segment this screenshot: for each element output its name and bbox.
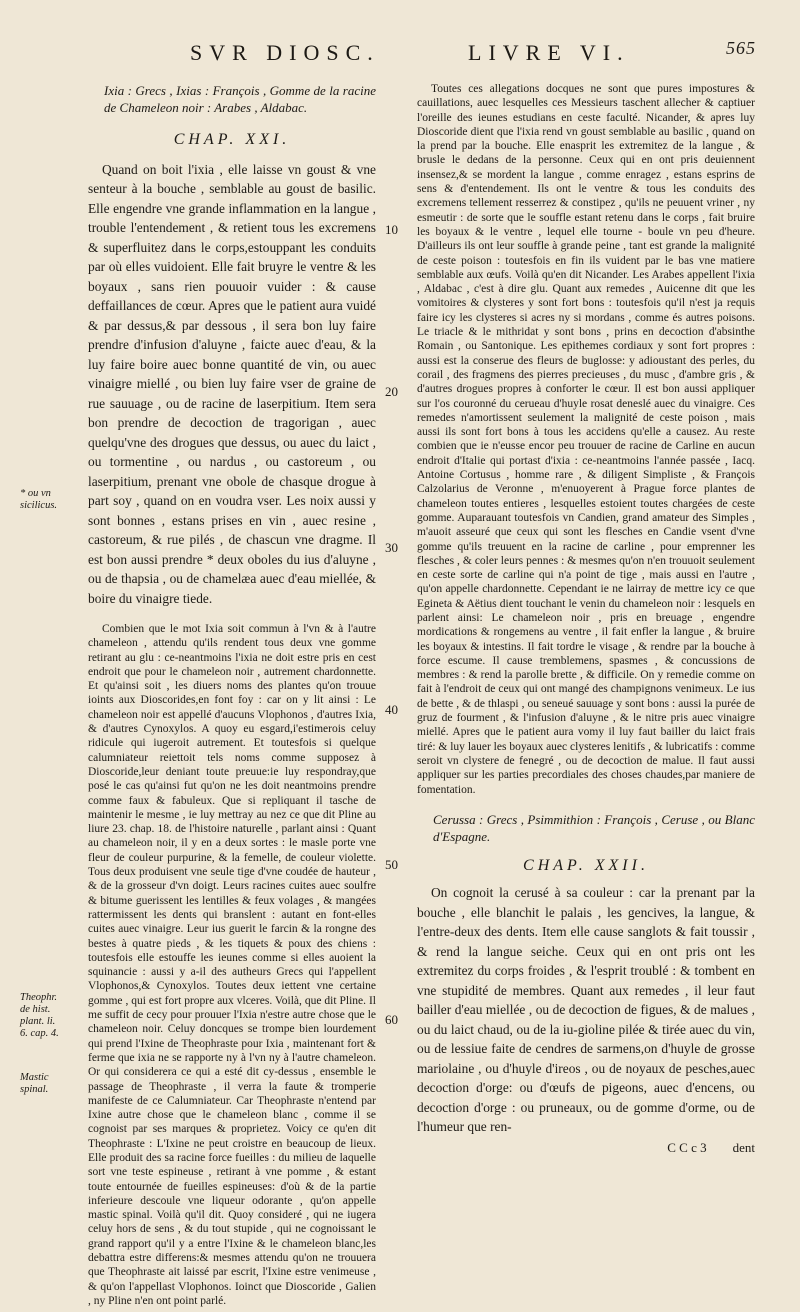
signature-and-catchword (417, 1141, 755, 1155)
catchword: dent (732, 1139, 755, 1155)
line-number-20: 20 (385, 384, 398, 399)
right-column (417, 82, 755, 1159)
commentary-ixia-continued: Toutes ces allegations docques ne sont que pures impostures & cauillations, auec lesquelles ces Messieurs taschent allecher & captiuer l'oreille des ieunes estudians en ceste faculté. Nicander, & apres luy Dioscoride dient que l'ixia rend vn goust semblable au basilic , quand on la prend par la bouche. Elle enasprit les extremitez de la langue , & brusle le dedans de la personne. Ceux qui en ont pris deuiennent insensez,& se mordent la langue , comme enragez , estans esprins de sens & d'entendement. Ils ont le ventre & tous les conduits des excremens tellement resserrez & constipez , qu'ils ne peuuent vriner , ny esmeutir : de sorte que le souffle estant retenu dans le corps , fait bruire les boyaux & le ventre , lequel elle tourne - boule vn peu d'heure. D'ailleurs ils ont leur souffle à grande peine , tant est grande la malignité de ceste poison : toutesfois en fin ils vuident par le bas vne matiere semblable aux œufs. Voilà qu'en dit Nicander. Les Arabes appellent l'ixia , Aldabac , c'est à dire glu. Quant aux remedes , Auicenne dit que les vomitoires & clysteres y sont fort bons : toutesfois qu'il n'est ja requis faire icy les clysteres si acres ny si mordans , comme és autres poisons. Le triacle & le mithridat y sont bons , prins en decoction d'absinthe Romain , ou Santonique. Les epithemes cordiaux y sont fort propres : aussi est la conserue des fleurs de buglosse: y adioustant des perles, du corail , des fragmens des pierres precieuses , du musc , d'ambre gris , & d'autres drogues propres à conforter le cœur. Il est bon aussi appliquer sur l'os couronné du cerueau d'huyle rosat deneslé auec du vinaigre. Ces remedes n'amortissent seulement la malignité de ceste poison , mais aussi ils sont fort bons à tous les accidens qu'elle a causez. Au reste combien que ie n'eusse encor peu trouuer de racine de Carline en aucun endroit d'Italie qui portast d'ixia : ce-neantmoins l'année passée , Iacq. Antoine Cortusus , homme rare , & diligent Simpliste , & François Calzolarius de Veronne , m'enuoyerent à Prague force plantes de chameleon toutes entieres , lesquelles estoient toutes chargées de ceste gomme. Auparauant toutesfois vn Candien, grand amateur des Simples , m'auoit asseuré que ceux qui sont les flesches en Candie vsent d'vne gomme qu'ils treuuent en la racine de carline , pour emprenner les flesches , & coler leurs pennes : & mesmes qu'on n'en trouuoit seulement en ceste sorte de carline qui n'a point de tige , mais aussi en l'autre , qu'on appelle chardonnette. Cependant ie ne lairray de mettre icy ce que Egineta & Aëtius dient touchant le venin du chameleon noir : lesquels en parlent ainsi: Le chameleon noir , pris en breuage , engendre mordications & rongemens au ventre , il fait enfler la langue , & bruire les boyaux & intestins. Il fait tordre le visage , & rendre par la bouche à force escume. Il cause tremblemens, spasmes , & concussions de membres : & rend la parolle brette , & difficile. On y remedie comme on fait à l'endroit de ceux qui ont mangé des champignons venimeux. Le ius de bette , & de thlaspi , ou seneué sauuage y sont bons : aussi la purée de gruz de fourment , & l'infusion d'aluyne , & le nitre pris auec vinaigre miellé. Apres que le patient aura vomy il luy faut bailler du laict frais tiré: & luy lauer les boyaux auec clysteres lenitifs , & lubricatifs : comme seroit vn clystere de fenegré , ou de decoction de malue. Il faut aussi appliquer sur les parties precordiales des choses chaudes,par maniere de fomentation. (417, 83, 755, 796)
margin-note-theophrastus: Theophr. de hist. plant. li. 6. cap. 4. (20, 992, 59, 1039)
spacer (88, 612, 376, 622)
synonyms-ceruse: Cerussa : Grecs , Psimmithion : François , Ceruse , ou Blanc d'Espagne. (433, 811, 755, 844)
left-column (88, 82, 376, 1312)
chapter-heading-xxi: CHAP. XXI. (173, 131, 291, 148)
chapter-xxii-text: On cognoit la cerusé à sa couleur : car la prenant par la bouche , elle blanchit le palais , les gencives, la langue, & l'entre-deux des dents. Item elle cause sanglots & fait toussir , & rend la langue seiche. Ceux qui en ont pris ont les extremitez du corps froides , & l'esprit troublé : & tombent en vne stupidité de membres. Quant aux remedes , il leur faut bailler d'eau miellée , ou de decoction de figues, & de malues , ou du laict chaud, ou de la iu-gioline pilée & tirée auec du vin, ou de lessiue faite de cendres de sarmens,on d'huyle de grosse mariolaine , ou d'huyle d'ireos , ou de noyaux de pesches,auec decoction d'orge: ou d'œufs de pigeons, auec d'encens, ou decoction d'orge : ou pruneaux, ou de gomme d'orme, ou de l'humeur que ren- (417, 885, 755, 1135)
margin-note-sicilicus: * ou vn sicilicus. (20, 488, 58, 511)
chapter-xxi-text: Quand on boit l'ixia , elle laisse vn goust & vne senteur à la bouche , semblable au goust de basilic. Elle engendre vne grande inflammation en la langue , trouble l'entendement , & retient tous les excremens & superfluitez dans le corps,estouppant les conduits par où elles vuidoient. Elle fait bruyre le ventre & les boyaux , sans rien pouuoir vuider : & cause deffaillances de cœur. Apres que le patient aura vuidé & par dessus,& par dessous , il sera bon luy faire prendre d'infusion d'aluyne , faicte auec d'eau, & la luy faire boire auec bonne quantité de vin, ou auec vinaigre miellé , ou bien luy faire vser de graine de rue sauuage , ou de racine de laserpitium. Item sera bon prendre de decoction de tragorigan , auec quelqu'vne des drogues que dessus, ou auec du laict , ou tormentine , ou nardus , ou castoreum , ou laserpitium, prenant vne obole de chasque drogue à part soy , quand on en voudra vser. Les noix aussi y sont bonnes , estans prises en vin , auec resine , castoreum, & rue pilés , de chascun vne dragme. Il est bon aussi prendre * deux oboles du ius d'aluyne , ou de thapsia , ou de chamelæa auec d'eau miellée, & boire du vinaigre tiede. (88, 161, 376, 606)
commentary-xxi: Combien que le mot Ixia soit commun à l'vn & à l'autre chameleon , attendu qu'ils rendent tous deux vne gomme retirant au glu : ce-neantmoins l'ixia ne doit estre pris en cest endroit que pour le chameleon noir , autrement chardonnette. Et qu'ainsi soit , les diuers noms des plantes qu'on trouue ioints aux Dioscorides,en font foy : car on y lit ainsi : Le chameleon noir est appellé d'aucuns Vlophonos , d'autres Ixia, & d'autres Cynoxylos. A quoy eu esgard,i'estimerois celuy ridicule qui iugeroit autrement. Et toutesfois si quelque calumniateur reiettoit tels noms comme supposez à Dioscoride,leur deniant toute preuue:ie luy respondray,que posé le cas qu'ainsi fut qu'on ne les doit neantmoins prendre comme faux & fabuleux. Que si repliquant il tasche de maintenir le mesme , ie luy mettray au nez ce que dit Pline au liure 23. chap. 18. de l'histoire naturelle , parlant ainsi : Quant au chameleon noir, il y en a deux sortes : le masle porte vne fleur de couleur purpurine, & la femelle, de couleur violette. Tous deux produisent vne seule tige d'vne coudée de hauteur , & de la grosseur d'vn doigt. Leurs racines cuites auec soulfre & bitume guerissent les lentilles & feux volages , & mangées rattermissent les dents qui branslent : autant en font-elles cuites auec vinaigre. Leur ius guerit le farcin & la rongne des bestes à quatre pieds , & les tiquets & poux des chiens : toutesfois elle estouffe les ieunes comme si elles auoient la squinancie : aussi y a-il des autheurs Grecs qui l'appellent Vlophonos,& Cynoxylos. Toutes deux iettent vne certaine gomme , qui est fort propre aux vlceres. Voilà, que dit Pline. Il me suffit de cecy pour prouuer l'Ixia n'estre autre chose que le chameleon noir. Celuy doncques se trompe bien lourdement qui prend l'Ixine de Theophraste pour Ixia , maintenant fort & ferme que ixia ne se rapporte ny à l'vn ny à l'autre chameleon. Or qui considerera ce qui a esté dit cy-dessus , ensemble le passage de Theophraste , il verra la faute & tromperie manifeste de ce Calumniateur. Car Theophraste n'entend par Ixine autre chose que le chameleon blanc , comme il se cognoist par ses marques & proprietez. Voicy ce qu'en dit Theophraste : L'Ixine ne peut croistre en beaucoup de lieux. Elle produit des sa racine force fueilles : du milieu de laquelle sort vne teste espineuse , retirant à vne pomme , & estant toute entournée de fueilles espineuses: d'où & de la partie inferieure descoule vne liqueur odorante , qu'on appelle mastic spinal. Voilà qu'il dit. Quoy consideré , qui ne iugera celuy hors de sens , & du tout stupide , qui ne cognoissant le grand rapport qu'il y a entre l'Ixine & le chameleon blanc,les debattra estre differens:& mesmes attendu qu'on ne trouuera que Theophraste ait laissé par escrit, l'Ixine estre venimeuse , & qu'on l'appellast Vlophonos. Ioinct que Dioscoride , Galien , ny Pline n'en ont point parlé. (88, 623, 376, 1307)
line-number-50: 50 (385, 857, 398, 872)
running-head (190, 40, 760, 70)
line-number-40: 40 (385, 702, 398, 717)
line-number-60: 60 (385, 1012, 398, 1027)
chapter-heading-xxii: CHAP. XXII. (523, 856, 649, 874)
folio-number: 565 (726, 38, 756, 58)
running-head-left: SVR DIOSC. (190, 40, 380, 65)
signature-mark: C C c 3 (667, 1139, 707, 1155)
running-head-right: LIVRE VI. (468, 40, 630, 65)
line-number-30: 30 (385, 540, 398, 555)
synonyms-ixia: Ixia : Grecs , Ixias : François , Gomme de la racine de Chameleon noir : Arabes , Aldabac. (104, 83, 376, 115)
line-number-10: 10 (385, 222, 398, 237)
margin-note-mastic: Mastic spinal. (20, 1072, 49, 1095)
spacer (417, 801, 755, 811)
